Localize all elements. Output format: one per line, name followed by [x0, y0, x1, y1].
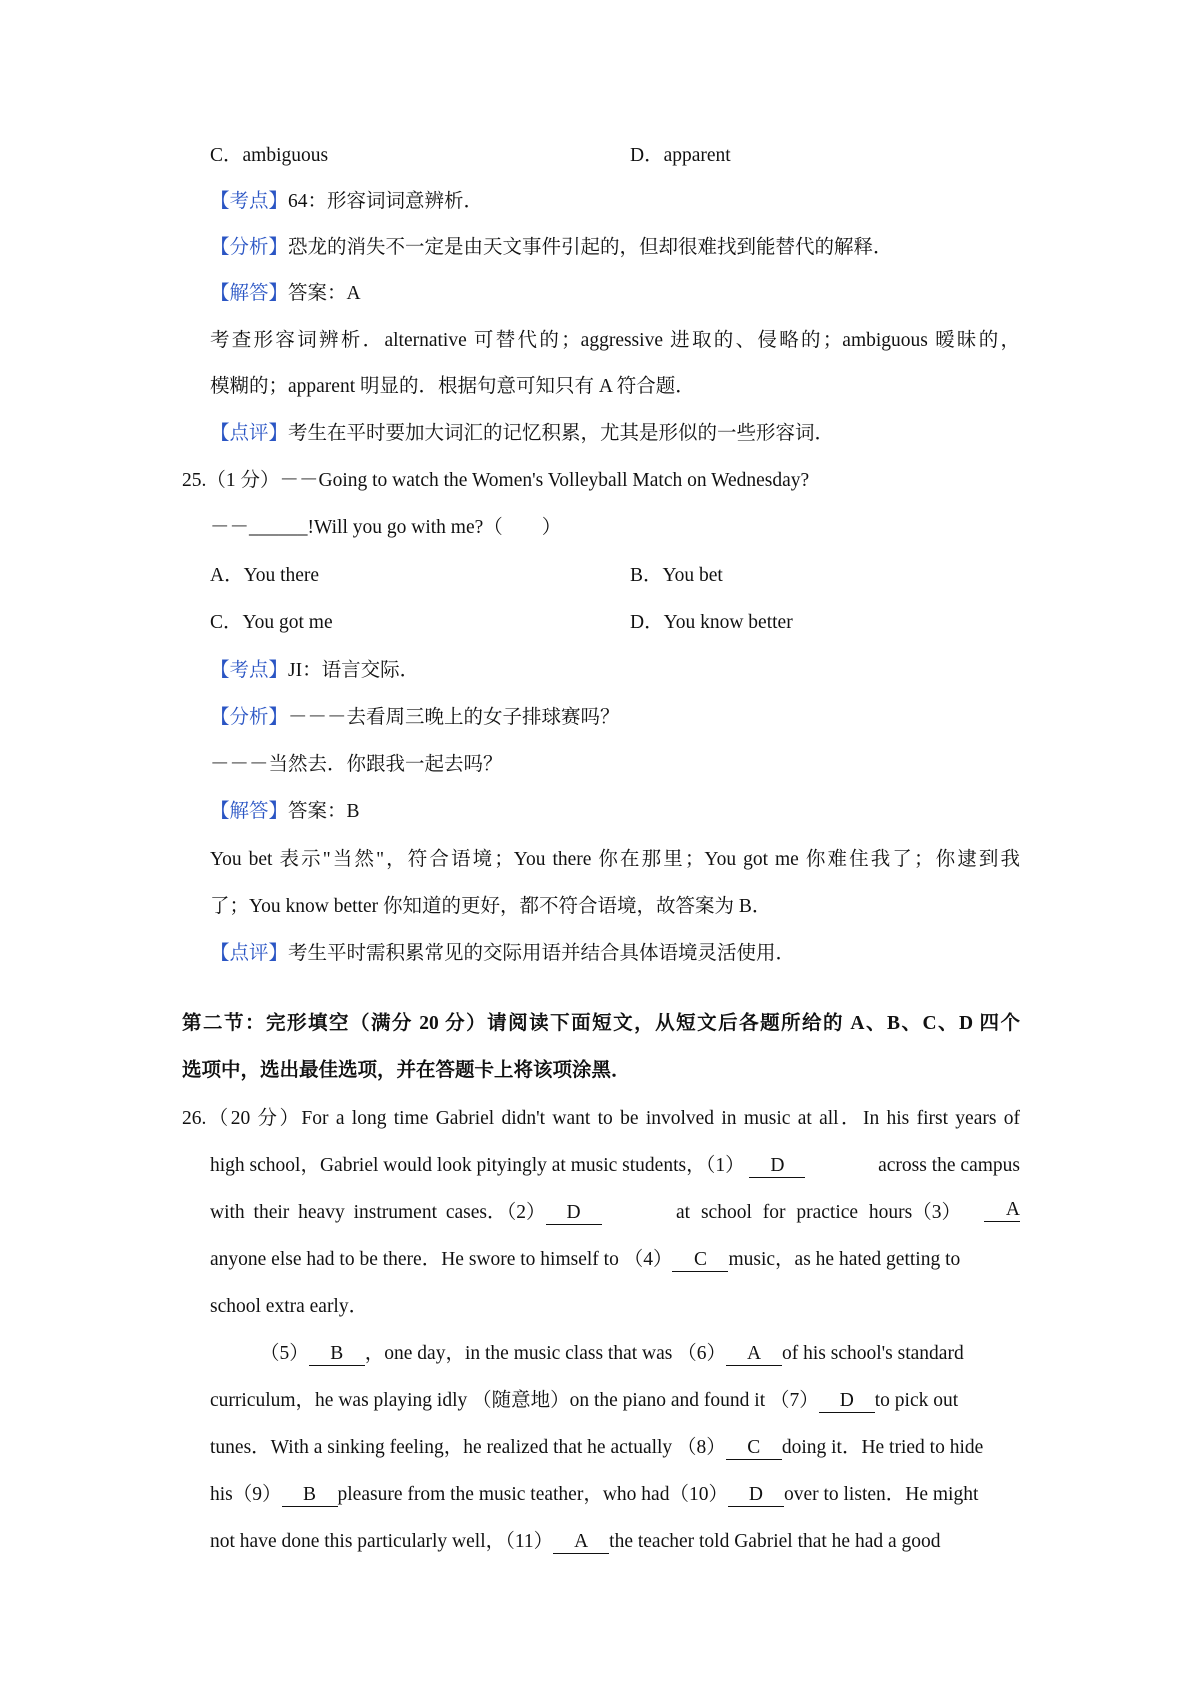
answer-blank-1: D — [749, 1155, 805, 1178]
passage-text: the teacher told Gabriel that he had a good — [609, 1531, 941, 1552]
passage-text: high school，Gabriel would look pityingly at music students，（1） — [210, 1155, 745, 1176]
passage-text: music，as he hated getting to — [728, 1249, 961, 1270]
fenxi-label: 【分析】 — [210, 237, 289, 258]
passage-text: anyone else had to be there．He swore to himself to （4） — [210, 1249, 673, 1270]
passage-text: over to listen．He might — [783, 1484, 979, 1505]
q24-dianping — [210, 420, 834, 448]
q24-explain-line1: 考查形容词辨析．alternative 可替代的；aggressive 进取的、侵略的；ambiguous 暧昧的， — [210, 330, 1020, 351]
passage-text: at school for practice hours（3） — [676, 1202, 962, 1223]
jieda-label: 【解答】 — [210, 283, 289, 304]
answer-blank-4: C — [672, 1249, 728, 1272]
blank: ______ — [249, 517, 308, 538]
kaodian-label: 【考点】 — [210, 191, 289, 212]
q25-kaodian — [210, 657, 419, 685]
jieda-label: 【解答】 — [210, 801, 289, 822]
answer-blank-9: B — [282, 1484, 338, 1507]
q25-stem-line2 — [210, 514, 561, 542]
passage-text: ，one day，in the music class that was （6） — [364, 1343, 726, 1364]
stem-rest: !Will you go with me?（ ） — [307, 517, 562, 538]
q24-option-d: D．apparent — [630, 145, 731, 166]
q26-line5: school extra early． — [210, 1296, 369, 1317]
q26-line2 — [210, 1152, 1020, 1180]
q26-line4 — [210, 1246, 1020, 1274]
answer-blank-5: B — [309, 1343, 365, 1366]
q26-line7 — [210, 1387, 1020, 1415]
passage-text: tunes．With a sinking feeling，he realized that he actually （8） — [210, 1437, 726, 1458]
q26-line8 — [210, 1434, 1020, 1462]
answer-blank-10: D — [728, 1484, 784, 1507]
fenxi-label: 【分析】 — [210, 707, 289, 728]
answer-blank-7: D — [819, 1390, 875, 1413]
passage-text: not have done this particularly well，（11） — [210, 1531, 554, 1552]
q24-jieda — [210, 280, 361, 308]
section2-heading-line1: 第二节：完形填空（满分 20 分）请阅读下面短文，从短文后各题所给的 A、B、C、D 四个 — [182, 1013, 1020, 1034]
q25-option-c: C．You got me — [210, 612, 333, 633]
answer-blank-11: A — [553, 1531, 609, 1554]
q26-line6 — [260, 1340, 1020, 1368]
answer-blank-6: A — [726, 1343, 782, 1366]
q24-kaodian — [210, 188, 483, 216]
q25-dianping — [210, 940, 795, 968]
q25-stem-line1: 25.（1 分）－－Going to watch the Women's Volleyball Match on Wednesday? — [182, 470, 810, 491]
jieda-text: 答案：B — [288, 801, 360, 822]
dianping-text: 考生在平时要加大词汇的记忆积累，尤其是形似的一些形容词． — [288, 423, 835, 444]
passage-text: across the campus — [878, 1155, 1020, 1176]
kaodian-label: 【考点】 — [210, 660, 289, 681]
dianping-text: 考生平时需积累常见的交际用语并结合具体语境灵活使用． — [288, 943, 796, 964]
q25-fenxi — [210, 704, 620, 732]
passage-text: of his school's standard — [782, 1343, 964, 1364]
passage-text: （5） — [260, 1343, 309, 1364]
kaodian-text: 64：形容词词意辨析． — [288, 191, 484, 212]
passage-text: pleasure from the music teather，who had（10） — [337, 1484, 728, 1505]
q24-fenxi — [210, 234, 893, 262]
passage-text: to pick out — [874, 1390, 959, 1411]
fenxi-text: 恐龙的消失不一定是由天文事件引起的，但却很难找到能替代的解释． — [288, 237, 893, 258]
q25-fenxi-line2: －－－当然去．你跟我一起去吗？ — [210, 754, 503, 775]
answer-blank-2: D — [546, 1202, 602, 1225]
dash-prefix: －－ — [210, 517, 250, 538]
dianping-label: 【点评】 — [210, 423, 289, 444]
passage-text: his（9） — [210, 1484, 282, 1505]
section2-heading-line2: 选项中，选出最佳选项，并在答题卡上将该项涂黑． — [182, 1060, 631, 1081]
kaodian-text: JI：语言交际． — [288, 660, 420, 681]
q24-explain-line2: 模糊的；apparent 明显的．根据句意可知只有 A 符合题． — [210, 376, 695, 397]
answer-blank-8: C — [726, 1437, 782, 1460]
jieda-text: 答案：A — [288, 283, 361, 304]
q25-option-d: D．You know better — [630, 612, 793, 633]
q25-explain-line1: You bet 表示"当然"，符合语境；You there 你在那里；You got me 你难住我了；你逮到我 — [210, 849, 1020, 870]
answer-blank-3: A — [984, 1199, 1020, 1222]
q26-line3 — [210, 1199, 1020, 1227]
q26-line9 — [210, 1481, 1020, 1509]
q26-line1: 26.（20 分）For a long time Gabriel didn't want to be involved in music at all．In his first years of — [182, 1108, 1020, 1129]
q25-jieda — [210, 798, 360, 826]
passage-text: curriculum，he was playing idly （随意地）on the piano and found it （7） — [210, 1390, 819, 1411]
q26-line10 — [210, 1528, 1020, 1556]
passage-text: doing it．He tried to hide — [781, 1437, 984, 1458]
q24-option-c: C．ambiguous — [210, 145, 329, 166]
q25-explain-line2: 了；You know better 你知道的更好，都不符合语境，故答案为 B． — [210, 896, 772, 917]
q25-option-b: B．You bet — [630, 565, 723, 586]
dianping-label: 【点评】 — [210, 943, 289, 964]
passage-text: with their heavy instrument cases．（2） — [210, 1202, 546, 1223]
q25-option-a: A．You there — [210, 565, 320, 586]
fenxi-text: －－－去看周三晚上的女子排球赛吗？ — [288, 707, 620, 728]
